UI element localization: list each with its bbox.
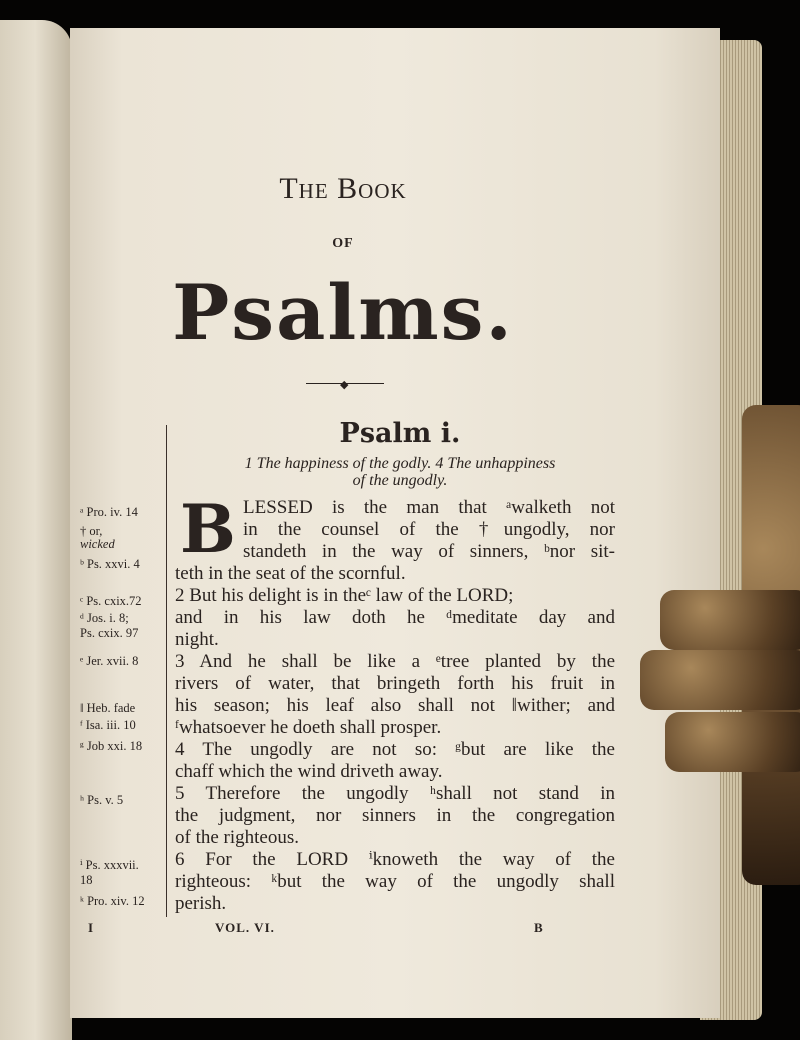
verse-line: perish. xyxy=(175,893,227,914)
margin-note: ᵃ Pro. iv. 14 xyxy=(80,505,138,519)
margin-note: ᵍ Job xxi. 18 xyxy=(80,739,143,753)
verse-line: his season; his leaf also shall not ‖wither; and xyxy=(175,695,615,716)
margin-note: 18 xyxy=(80,873,93,887)
verse-line: in the counsel of the †ungodly, nor xyxy=(243,519,615,540)
margin-note: ᶜ Ps. cxix.72 xyxy=(80,594,142,608)
verse-line: and in his law doth he ᵈmeditate day and xyxy=(175,607,615,628)
verse-line: the judgment, nor sinners in the congregation xyxy=(175,805,615,826)
psalm-summary: 1 The happiness of the godly. 4 The unhappiness xyxy=(244,455,556,472)
margin-note: ‖ Heb. fade xyxy=(80,701,136,715)
title-psalms: Psalms. xyxy=(172,268,514,357)
footer-sheet: B xyxy=(534,920,544,935)
margin-note: ʰ Ps. v. 5 xyxy=(80,793,124,807)
margin-note: Ps. cxix. 97 xyxy=(80,626,139,640)
verse-line: teth in the seat of the scornful. xyxy=(175,563,406,584)
verse-line: night. xyxy=(175,629,219,650)
clasp-finger xyxy=(660,590,800,650)
footer-signature: I xyxy=(88,920,95,935)
margin-note: ᶠ Isa. iii. 10 xyxy=(80,718,136,732)
verse-line: standeth in the way of sinners, ᵇnor sit- xyxy=(243,541,615,562)
margin-note: wicked xyxy=(80,537,115,551)
margin-note: ᵏ Pro. xiv. 12 xyxy=(80,894,145,908)
title-the-book: The Book xyxy=(279,172,407,205)
ornament-diamond-icon: ◆ xyxy=(340,379,349,391)
margin-note: ᵉ Jer. xvii. 8 xyxy=(80,654,139,668)
margin-note: † or, xyxy=(80,524,103,538)
margin-note: ᵇ Ps. xxvi. 4 xyxy=(80,557,140,571)
verse-line: rivers of water, that bringeth forth his fruit in xyxy=(175,673,615,694)
psalm-heading: Psalm i. xyxy=(339,418,461,449)
verse-line: 5 Therefore the ungodly ʰshall not stand in xyxy=(175,783,615,804)
title-of: OF xyxy=(332,236,354,251)
margin-rule xyxy=(166,425,167,917)
verse-line: 2 But his delight is in theᶜ law of the LORD; xyxy=(175,585,514,606)
verse-line: of the righteous. xyxy=(175,827,300,848)
verse-line: 4 The ungodly are not so: ᵍbut are like the xyxy=(175,739,615,760)
clasp-finger xyxy=(665,712,800,772)
verse-line: chaff which the wind driveth away. xyxy=(175,761,443,782)
verse-line: ᶠwhatsoever he doeth shall prosper. xyxy=(175,717,442,738)
margin-note: ⁱ Ps. xxxvii. xyxy=(80,858,139,872)
clasp-finger xyxy=(640,650,800,710)
verse-line: 6 For the LORD ⁱknoweth the way of the xyxy=(175,849,615,870)
psalm-summary: of the ungodly. xyxy=(352,472,448,489)
drop-cap: B xyxy=(180,490,236,568)
verse-line: LESSED is the man that ᵃwalketh not xyxy=(243,497,615,518)
verse-line: 3 And he shall be like a ᵉtree planted by the xyxy=(175,651,615,672)
footer-volume: VOL. VI. xyxy=(215,920,275,935)
verse-line: righteous: ᵏbut the way of the ungodly shall xyxy=(175,871,615,892)
margin-note: ᵈ Jos. i. 8; xyxy=(80,611,129,625)
